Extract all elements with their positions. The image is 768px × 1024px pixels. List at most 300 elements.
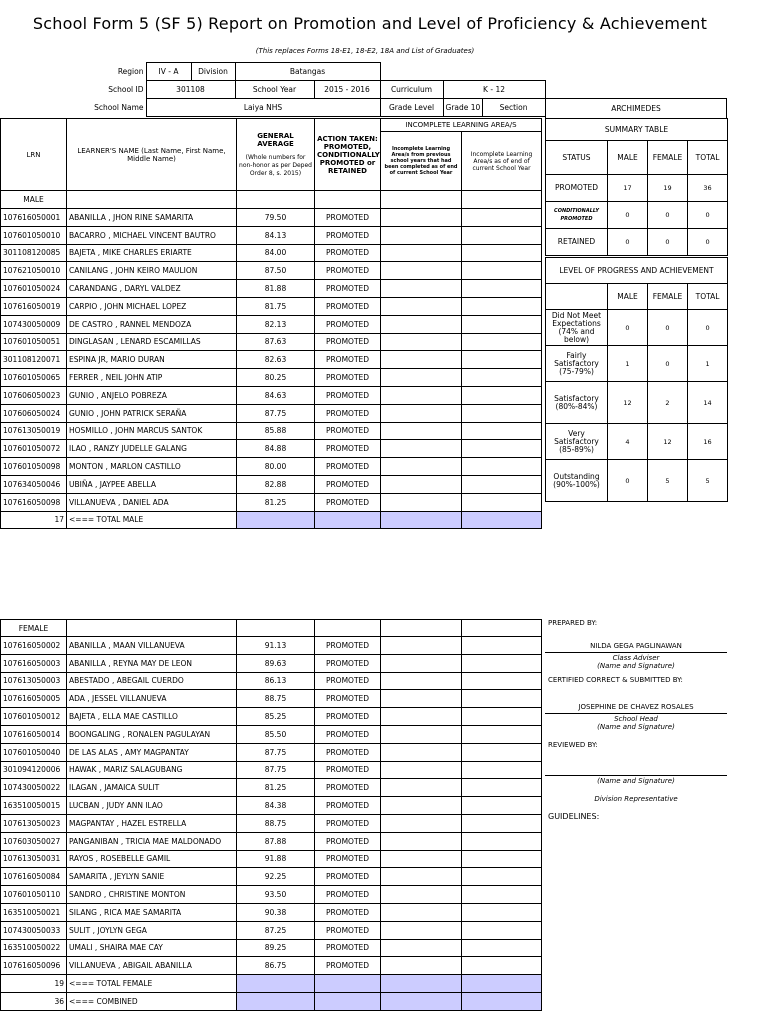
section-label: Section bbox=[482, 99, 545, 117]
learner-average: 82.88 bbox=[237, 475, 315, 493]
school-name-label: School Name bbox=[94, 103, 144, 112]
learner-name: SILANG , RICA MAE SAMARITA bbox=[67, 903, 237, 921]
learner-action: PROMOTED bbox=[315, 386, 381, 404]
incomplete-prev-cell bbox=[381, 637, 462, 655]
incomplete-curr-cell bbox=[462, 475, 542, 493]
summary-female: 0 bbox=[648, 229, 688, 256]
learner-action: PROMOTED bbox=[315, 369, 381, 387]
incomplete-prev-cell bbox=[381, 743, 462, 761]
incomplete-prev-cell bbox=[381, 315, 462, 333]
incomplete-curr-cell bbox=[462, 422, 542, 440]
progress-total: 14 bbox=[688, 382, 728, 424]
region-label: Region bbox=[117, 67, 144, 76]
learner-name: ABANILLA , MAAN VILLANUEVA bbox=[67, 637, 237, 655]
learner-lrn: 107601050024 bbox=[1, 280, 67, 298]
learner-row bbox=[1, 244, 542, 262]
progress-label: Satisfactory (80%-84%) bbox=[546, 382, 608, 424]
learner-row bbox=[1, 209, 542, 227]
progress-rows bbox=[546, 310, 728, 502]
female-total-count: 19 bbox=[1, 975, 67, 993]
learner-action: PROMOTED bbox=[315, 708, 381, 726]
summary-total: 0 bbox=[688, 202, 728, 229]
incomplete-curr-cell bbox=[462, 637, 542, 655]
region-value: IV - A bbox=[146, 63, 191, 81]
incomplete-curr-cell bbox=[462, 725, 542, 743]
incomplete-curr-cell bbox=[462, 262, 542, 280]
incomplete-curr-cell bbox=[462, 886, 542, 904]
summary-header-female: FEMALE bbox=[648, 141, 688, 175]
learner-row bbox=[1, 369, 542, 387]
learner-name: UMALI , SHAIRA MAE CAY bbox=[67, 939, 237, 957]
incomplete-curr-cell bbox=[462, 404, 542, 422]
incomplete-prev-cell bbox=[381, 939, 462, 957]
learner-name: ABANILLA , REYNA MAY DE LEON bbox=[67, 654, 237, 672]
learner-lrn: 107601050040 bbox=[1, 743, 67, 761]
incomplete-curr-cell bbox=[462, 939, 542, 957]
learner-average: 87.88 bbox=[237, 832, 315, 850]
incomplete-curr-cell bbox=[462, 690, 542, 708]
learner-name: ADA , JESSEL VILLANUEVA bbox=[67, 690, 237, 708]
learner-average: 91.88 bbox=[237, 850, 315, 868]
learner-action: PROMOTED bbox=[315, 333, 381, 351]
representative-role: Division Representative bbox=[594, 795, 678, 803]
learner-average: 90.38 bbox=[237, 903, 315, 921]
incomplete-curr-cell bbox=[462, 369, 542, 387]
learner-row bbox=[1, 957, 542, 975]
incomplete-prev-cell bbox=[381, 404, 462, 422]
learner-lrn: 301108120085 bbox=[1, 244, 67, 262]
learner-row bbox=[1, 814, 542, 832]
incomplete-prev-cell bbox=[381, 708, 462, 726]
learner-lrn: 107616050005 bbox=[1, 690, 67, 708]
learner-action: PROMOTED bbox=[315, 297, 381, 315]
learner-average: 87.75 bbox=[237, 404, 315, 422]
learner-name: CANILANG , JOHN KEIRO MAULION bbox=[67, 262, 237, 280]
learner-name: FERRER , NEIL JOHN ATIP bbox=[67, 369, 237, 387]
progress-male: 0 bbox=[608, 460, 648, 502]
progress-male: 1 bbox=[608, 346, 648, 382]
female-learners-table bbox=[0, 619, 542, 1011]
learner-action: PROMOTED bbox=[315, 886, 381, 904]
learner-average: 91.13 bbox=[237, 637, 315, 655]
average-header-note: (Whole numbers for non-honor as per Deped Order 8, s. 2015) bbox=[239, 153, 312, 177]
incomplete-curr-cell bbox=[462, 868, 542, 886]
learner-name: DE CASTRO , RANNEL MENDOZA bbox=[67, 315, 237, 333]
learner-action: PROMOTED bbox=[315, 475, 381, 493]
learner-average: 92.25 bbox=[237, 868, 315, 886]
learner-average: 87.25 bbox=[237, 921, 315, 939]
summary-female: 19 bbox=[648, 175, 688, 202]
learner-row bbox=[1, 226, 542, 244]
school-year-value: 2015 - 2016 bbox=[314, 81, 380, 99]
summary-row bbox=[546, 175, 728, 202]
learner-action: PROMOTED bbox=[315, 493, 381, 511]
learner-name: VILLANUEVA , DANIEL ADA bbox=[67, 493, 237, 511]
incomplete-curr-cell bbox=[462, 921, 542, 939]
incomplete-prev-cell bbox=[381, 280, 462, 298]
learner-lrn: 107601050010 bbox=[1, 226, 67, 244]
average-header bbox=[237, 119, 315, 191]
adviser-signature-caption: (Name and Signature) bbox=[597, 662, 675, 670]
incomplete-curr-cell bbox=[462, 440, 542, 458]
incomplete-prev-cell bbox=[381, 725, 462, 743]
learner-row bbox=[1, 422, 542, 440]
incomplete-prev-cell bbox=[381, 957, 462, 975]
learner-average: 81.88 bbox=[237, 280, 315, 298]
summary-rows bbox=[546, 175, 728, 256]
progress-female: 5 bbox=[648, 460, 688, 502]
prepared-by-label: PREPARED BY: bbox=[548, 619, 598, 627]
learner-average: 82.13 bbox=[237, 315, 315, 333]
learner-row bbox=[1, 832, 542, 850]
summary-header-male: MALE bbox=[608, 141, 648, 175]
learner-lrn: 107606050024 bbox=[1, 404, 67, 422]
learner-lrn: 107616050003 bbox=[1, 654, 67, 672]
learner-action: PROMOTED bbox=[315, 672, 381, 690]
incomplete-prev-cell bbox=[381, 297, 462, 315]
learner-row bbox=[1, 725, 542, 743]
learner-lrn: 107601050098 bbox=[1, 458, 67, 476]
female-label: FEMALE bbox=[1, 620, 67, 637]
incomplete-curr-cell bbox=[462, 779, 542, 797]
curriculum-value: K - 12 bbox=[443, 81, 545, 99]
progress-male: 12 bbox=[608, 382, 648, 424]
learner-name: GUNIO , ANJELO POBREZA bbox=[67, 386, 237, 404]
incomplete-curr-cell bbox=[462, 315, 542, 333]
incomplete-prev-cell bbox=[381, 814, 462, 832]
incomplete-curr-cell bbox=[462, 493, 542, 511]
learner-row bbox=[1, 262, 542, 280]
incomplete-curr-cell bbox=[462, 850, 542, 868]
incomplete-curr-cell bbox=[462, 244, 542, 262]
learner-row bbox=[1, 458, 542, 476]
progress-male: 4 bbox=[608, 424, 648, 460]
representative-signature-caption: (Name and Signature) bbox=[597, 777, 675, 785]
learner-average: 80.25 bbox=[237, 369, 315, 387]
learner-action: PROMOTED bbox=[315, 921, 381, 939]
learner-lrn: 107616050002 bbox=[1, 637, 67, 655]
learner-row bbox=[1, 386, 542, 404]
summary-header-status: STATUS bbox=[546, 141, 608, 175]
learner-row bbox=[1, 351, 542, 369]
incomplete-prev-cell bbox=[381, 690, 462, 708]
learner-row bbox=[1, 779, 542, 797]
learner-row bbox=[1, 297, 542, 315]
incomplete-curr-cell bbox=[462, 832, 542, 850]
male-rows bbox=[1, 209, 542, 512]
learner-row bbox=[1, 708, 542, 726]
learner-row bbox=[1, 280, 542, 298]
incomplete-prev-cell bbox=[381, 832, 462, 850]
learner-average: 84.38 bbox=[237, 797, 315, 815]
learner-row bbox=[1, 440, 542, 458]
learner-action: PROMOTED bbox=[315, 280, 381, 298]
progress-total: 5 bbox=[688, 460, 728, 502]
adviser-name: NILDA GEGA PAGLINAWAN bbox=[590, 642, 682, 650]
incomplete-curr-cell bbox=[462, 743, 542, 761]
learner-name: UBIÑA , JAYPEE ABELLA bbox=[67, 475, 237, 493]
summary-row bbox=[546, 229, 728, 256]
learner-action: PROMOTED bbox=[315, 422, 381, 440]
incomplete-curr-cell bbox=[462, 226, 542, 244]
learner-action: PROMOTED bbox=[315, 351, 381, 369]
male-label: MALE bbox=[1, 191, 67, 209]
reviewed-by-label: REVIEWED BY: bbox=[548, 741, 598, 749]
incomplete-curr-cell bbox=[462, 797, 542, 815]
learner-row bbox=[1, 886, 542, 904]
learner-action: PROMOTED bbox=[315, 226, 381, 244]
learner-action: PROMOTED bbox=[315, 868, 381, 886]
incomplete-prev-cell bbox=[381, 850, 462, 868]
incomplete-prev-cell bbox=[381, 921, 462, 939]
learner-lrn: 107616050014 bbox=[1, 725, 67, 743]
learner-average: 80.00 bbox=[237, 458, 315, 476]
learner-action: PROMOTED bbox=[315, 458, 381, 476]
combined-label: <=== COMBINED bbox=[67, 993, 237, 1011]
learner-action: PROMOTED bbox=[315, 779, 381, 797]
progress-table bbox=[545, 257, 728, 502]
learner-action: PROMOTED bbox=[315, 850, 381, 868]
learner-average: 81.75 bbox=[237, 297, 315, 315]
progress-row bbox=[546, 346, 728, 382]
incomplete-prev-cell bbox=[381, 903, 462, 921]
incomplete-prev-cell bbox=[381, 761, 462, 779]
incomplete-curr-cell bbox=[462, 957, 542, 975]
learner-action: PROMOTED bbox=[315, 903, 381, 921]
learner-average: 86.13 bbox=[237, 672, 315, 690]
learner-row bbox=[1, 761, 542, 779]
learner-name: VILLANUEVA , ABIGAIL ABANILLA bbox=[67, 957, 237, 975]
learner-name: LUCBAN , JUDY ANN ILAO bbox=[67, 797, 237, 815]
incomplete-header: INCOMPLETE LEARNING AREA/S bbox=[381, 119, 542, 132]
learner-row bbox=[1, 637, 542, 655]
learner-average: 87.75 bbox=[237, 761, 315, 779]
school-head-role: School Head bbox=[614, 715, 658, 723]
learner-action: PROMOTED bbox=[315, 761, 381, 779]
incomplete-curr-cell bbox=[462, 708, 542, 726]
incomplete-prev-cell bbox=[381, 262, 462, 280]
learner-row bbox=[1, 333, 542, 351]
learner-average: 84.63 bbox=[237, 386, 315, 404]
learner-row bbox=[1, 672, 542, 690]
incomplete-prev-cell bbox=[381, 244, 462, 262]
learner-name: MAGPANTAY , HAZEL ESTRELLA bbox=[67, 814, 237, 832]
learner-lrn: 107613050019 bbox=[1, 422, 67, 440]
lrn-header: LRN bbox=[1, 119, 67, 191]
incomplete-curr-cell bbox=[462, 761, 542, 779]
learner-row bbox=[1, 690, 542, 708]
progress-row bbox=[546, 310, 728, 346]
male-total-count: 17 bbox=[1, 511, 67, 528]
incomplete-curr-cell bbox=[462, 458, 542, 476]
progress-label: Did Not Meet Expectations (74% and below) bbox=[546, 310, 608, 346]
incomplete-prev-cell bbox=[381, 475, 462, 493]
learner-action: PROMOTED bbox=[315, 404, 381, 422]
learner-lrn: 107616050098 bbox=[1, 493, 67, 511]
progress-female: 12 bbox=[648, 424, 688, 460]
action-header: ACTION TAKEN: PROMOTED, CONDITIONALLY PROMOTED or RETAINED bbox=[315, 119, 381, 191]
incomplete-curr-cell bbox=[462, 654, 542, 672]
section-value: ARCHIMEDES bbox=[546, 99, 727, 119]
summary-male: 17 bbox=[608, 175, 648, 202]
summary-header-total: TOTAL bbox=[688, 141, 728, 175]
summary-female: 0 bbox=[648, 202, 688, 229]
learner-lrn: 107601050110 bbox=[1, 886, 67, 904]
learner-action: PROMOTED bbox=[315, 244, 381, 262]
progress-header-total: TOTAL bbox=[688, 284, 728, 310]
learner-lrn: 107613050003 bbox=[1, 672, 67, 690]
learner-name: ESPINA JR, MARIO DURAN bbox=[67, 351, 237, 369]
learner-row bbox=[1, 475, 542, 493]
learner-average: 88.75 bbox=[237, 690, 315, 708]
incomplete-prev-cell bbox=[381, 672, 462, 690]
learner-row bbox=[1, 315, 542, 333]
learner-row bbox=[1, 939, 542, 957]
incomplete-prev-cell bbox=[381, 868, 462, 886]
school-head-name: JOSEPHINE DE CHAVEZ ROSALES bbox=[578, 703, 694, 711]
male-learners-table bbox=[0, 118, 542, 529]
progress-female: 0 bbox=[648, 346, 688, 382]
progress-female: 2 bbox=[648, 382, 688, 424]
incomplete-curr-cell bbox=[462, 297, 542, 315]
learner-action: PROMOTED bbox=[315, 637, 381, 655]
learner-lrn: 107601050051 bbox=[1, 333, 67, 351]
curriculum-label: Curriculum bbox=[380, 81, 443, 99]
progress-row bbox=[546, 424, 728, 460]
learner-action: PROMOTED bbox=[315, 832, 381, 850]
school-year-label: School Year bbox=[235, 81, 314, 99]
incomplete-prev-cell bbox=[381, 351, 462, 369]
learner-lrn: 107613050023 bbox=[1, 814, 67, 832]
progress-header-male: MALE bbox=[608, 284, 648, 310]
learner-name: BACARRO , MICHAEL VINCENT BAUTRO bbox=[67, 226, 237, 244]
summary-male: 0 bbox=[608, 202, 648, 229]
learner-action: PROMOTED bbox=[315, 654, 381, 672]
progress-female: 0 bbox=[648, 310, 688, 346]
learner-name: RAYOS , ROSEBELLE GAMIL bbox=[67, 850, 237, 868]
learner-lrn: 163510050021 bbox=[1, 903, 67, 921]
incomplete-prev-cell bbox=[381, 458, 462, 476]
learner-average: 87.63 bbox=[237, 333, 315, 351]
progress-header-female: FEMALE bbox=[648, 284, 688, 310]
learner-average: 85.25 bbox=[237, 708, 315, 726]
school-info-table bbox=[0, 62, 546, 117]
learner-average: 85.50 bbox=[237, 725, 315, 743]
incomplete-curr-cell bbox=[462, 333, 542, 351]
incomplete-prev-cell bbox=[381, 493, 462, 511]
learner-name: ABANILLA , JHON RINE SAMARITA bbox=[67, 209, 237, 227]
learner-lrn: 107621050010 bbox=[1, 262, 67, 280]
incomplete-prev-cell bbox=[381, 209, 462, 227]
progress-title: LEVEL OF PROGRESS AND ACHIEVEMENT bbox=[546, 258, 728, 284]
learner-name: ILAGAN , JAMAICA SULIT bbox=[67, 779, 237, 797]
learner-row bbox=[1, 493, 542, 511]
learner-lrn: 107616050096 bbox=[1, 957, 67, 975]
progress-total: 1 bbox=[688, 346, 728, 382]
progress-total: 16 bbox=[688, 424, 728, 460]
learner-average: 84.00 bbox=[237, 244, 315, 262]
learner-row bbox=[1, 921, 542, 939]
progress-label: Outstanding (90%-100%) bbox=[546, 460, 608, 502]
incomplete-curr-cell bbox=[462, 386, 542, 404]
learner-lrn: 107603050027 bbox=[1, 832, 67, 850]
learner-row bbox=[1, 903, 542, 921]
learner-name: SAMARITA , JEYLYN SANIE bbox=[67, 868, 237, 886]
learner-action: PROMOTED bbox=[315, 690, 381, 708]
incomplete-prev-cell bbox=[381, 333, 462, 351]
learner-average: 81.25 bbox=[237, 493, 315, 511]
learner-name: HAWAK , MARIZ SALAGUBANG bbox=[67, 761, 237, 779]
incomplete-curr-cell bbox=[462, 903, 542, 921]
learner-name: HOSMILLO , JOHN MARCUS SANTOK bbox=[67, 422, 237, 440]
progress-total: 0 bbox=[688, 310, 728, 346]
learner-row bbox=[1, 797, 542, 815]
incomplete-curr-header: Incomplete Learning Area/s as of end of current School Year bbox=[462, 132, 542, 191]
grade-level-label: Grade Level bbox=[380, 99, 443, 117]
certified-label: CERTIFIED CORRECT & SUBMITTED BY: bbox=[548, 676, 683, 684]
learner-lrn: 107616050001 bbox=[1, 209, 67, 227]
summary-total: 0 bbox=[688, 229, 728, 256]
incomplete-prev-cell bbox=[381, 654, 462, 672]
learner-lrn: 107616050084 bbox=[1, 868, 67, 886]
combined-count: 36 bbox=[1, 993, 67, 1011]
summary-title: SUMMARY TABLE bbox=[546, 119, 728, 141]
learner-action: PROMOTED bbox=[315, 957, 381, 975]
learner-name: ABESTADO , ABEGAIL CUERDO bbox=[67, 672, 237, 690]
learner-average: 84.13 bbox=[237, 226, 315, 244]
division-label: Division bbox=[191, 63, 235, 81]
learner-lrn: 107613050031 bbox=[1, 850, 67, 868]
learner-lrn: 107601050072 bbox=[1, 440, 67, 458]
summary-label: CONDITIONALLY PROMOTED bbox=[546, 202, 608, 229]
incomplete-curr-cell bbox=[462, 209, 542, 227]
school-id-value: 301108 bbox=[146, 81, 235, 99]
form-title: School Form 5 (SF 5) Report on Promotion and Level of Proficiency & Achievement bbox=[32, 14, 708, 33]
learner-action: PROMOTED bbox=[315, 262, 381, 280]
summary-male: 0 bbox=[608, 229, 648, 256]
incomplete-curr-cell bbox=[462, 672, 542, 690]
learner-action: PROMOTED bbox=[315, 209, 381, 227]
learner-average: 85.88 bbox=[237, 422, 315, 440]
guidelines-label: GUIDELINES: bbox=[548, 812, 600, 821]
learner-action: PROMOTED bbox=[315, 743, 381, 761]
learner-name: ILAO , RANZY JUDELLE GALANG bbox=[67, 440, 237, 458]
progress-label: Very Satisfactory (85-89%) bbox=[546, 424, 608, 460]
learner-name: CARPIO , JOHN MICHAEL LOPEZ bbox=[67, 297, 237, 315]
progress-label: Fairly Satisfactory (75-79%) bbox=[546, 346, 608, 382]
learner-average: 79.50 bbox=[237, 209, 315, 227]
average-header-title: GENERAL AVERAGE bbox=[257, 131, 294, 148]
incomplete-prev-header: Incomplete Learning Area/s from previous school years that had been completed as of end of current School Year bbox=[381, 132, 462, 191]
summary-label: PROMOTED bbox=[546, 175, 608, 202]
learner-average: 81.25 bbox=[237, 779, 315, 797]
learner-lrn: 107634050046 bbox=[1, 475, 67, 493]
name-header: LEARNER'S NAME (Last Name, First Name, Middle Name) bbox=[67, 119, 237, 191]
progress-male: 0 bbox=[608, 310, 648, 346]
adviser-role: Class Adviser bbox=[612, 654, 660, 662]
learner-name: PANGANIBAN , TRICIA MAE MALDONADO bbox=[67, 832, 237, 850]
learner-row bbox=[1, 743, 542, 761]
learner-action: PROMOTED bbox=[315, 939, 381, 957]
learner-lrn: 107606050023 bbox=[1, 386, 67, 404]
form-subtitle: (This replaces Forms 18-E1, 18-E2, 18A and List of Graduates) bbox=[255, 47, 475, 55]
learner-lrn: 107601050065 bbox=[1, 369, 67, 387]
summary-label: RETAINED bbox=[546, 229, 608, 256]
learner-row bbox=[1, 654, 542, 672]
school-head-signature-caption: (Name and Signature) bbox=[597, 723, 675, 731]
learner-name: BAJETA , ELLA MAE CASTILLO bbox=[67, 708, 237, 726]
incomplete-curr-cell bbox=[462, 351, 542, 369]
